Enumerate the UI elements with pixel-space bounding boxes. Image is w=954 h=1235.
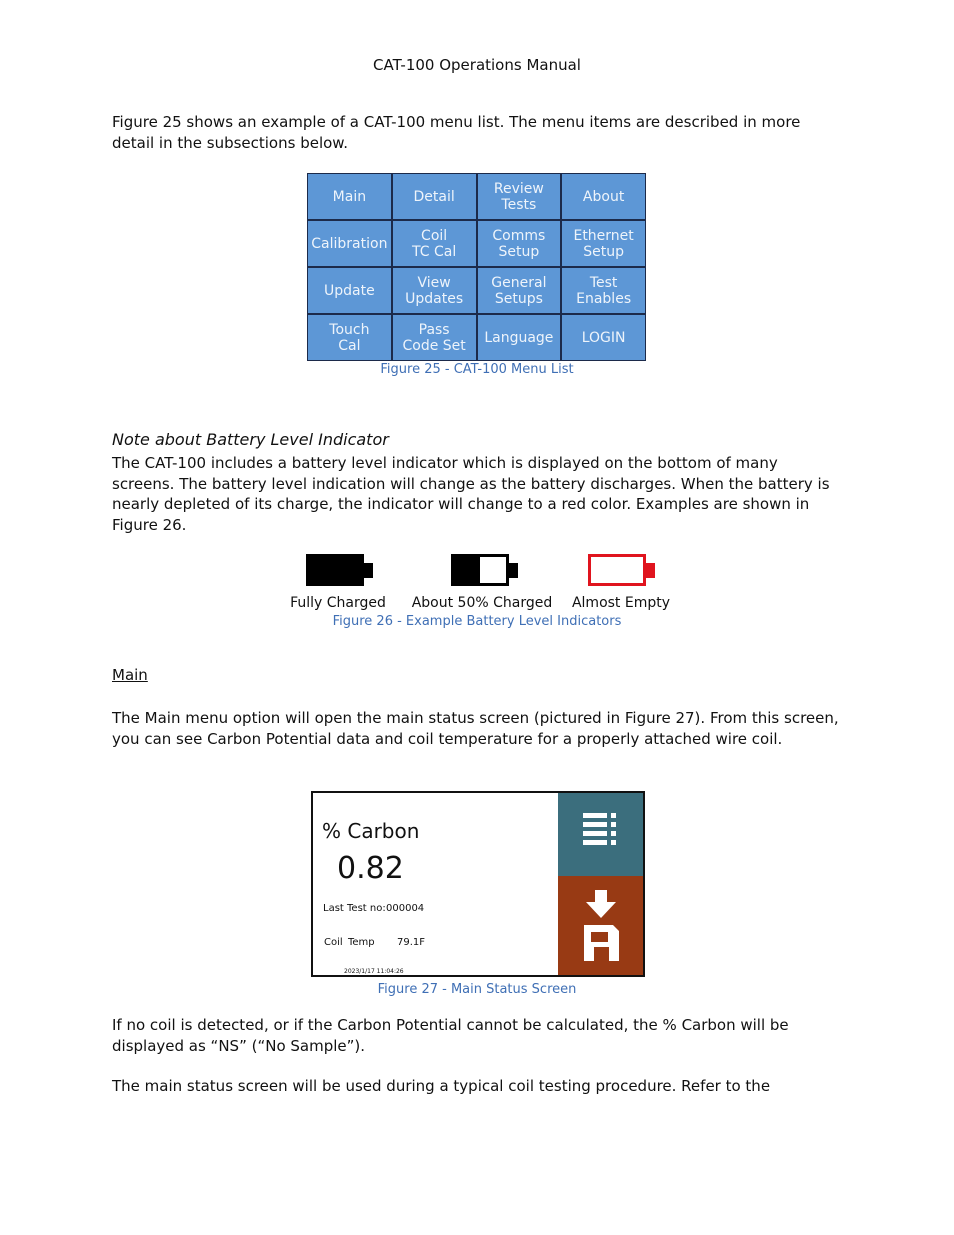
figure-27-caption: Figure 27 - Main Status Screen: [377, 982, 577, 997]
coil-label: Coil: [324, 937, 343, 948]
menu-list-figure: [307, 173, 646, 361]
carbon-value: 0.82: [337, 851, 404, 886]
procedure-paragraph: The main status screen will be used during a typical coil testing procedure. Refer to the: [112, 1077, 771, 1095]
menu-tile-view-updates[interactable]: View Updates: [393, 268, 476, 313]
menu-tile-detail[interactable]: Detail: [393, 174, 476, 219]
menu-button[interactable]: [558, 793, 645, 876]
menu-tile-update[interactable]: Update: [308, 268, 391, 313]
no-coil-paragraph: If no coil is detected, or if the Carbon Potential cannot be calculated, the % Carbon will be displayed as “NS” (“No Sample”).: [112, 1016, 789, 1055]
save-button[interactable]: [558, 876, 645, 977]
menu-tile-general-setups[interactable]: General Setups: [478, 268, 561, 313]
page-header: CAT-100 Operations Manual: [373, 56, 581, 74]
temp-value: 79.1F: [397, 937, 426, 948]
main-status-screen: [311, 791, 645, 977]
menu-tile-review-tests[interactable]: Review Tests: [478, 174, 561, 219]
main-section-paragraph: The Main menu option will open the main status screen (pictured in Figure 27). From this screen, you can see Carbon Potential data and coil temperature for a properly attached wire coil.: [112, 709, 839, 748]
battery-half-icon: [451, 554, 509, 586]
menu-tile-touch-cal[interactable]: Touch Cal: [308, 315, 391, 360]
battery-tip: [364, 563, 373, 578]
battery-fill: [454, 557, 480, 583]
menu-tile-pass-code-set[interactable]: Pass Code Set: [393, 315, 476, 360]
figure-26-caption: Figure 26 - Example Battery Level Indicators: [332, 614, 622, 629]
battery-empty-icon: [588, 554, 646, 586]
datetime-stamp: 2023/1/17 11:04:26: [344, 968, 404, 975]
menu-tile-coil-tc-cal[interactable]: Coil TC Cal: [393, 221, 476, 266]
download-save-icon: [558, 876, 645, 977]
battery-label-half: About 50% Charged: [411, 595, 553, 611]
menu-tile-login[interactable]: LOGIN: [562, 315, 645, 360]
last-test-value: 000004: [386, 903, 425, 914]
menu-tile-test-enables[interactable]: Test Enables: [562, 268, 645, 313]
carbon-title: % Carbon: [322, 819, 420, 843]
menu-list-icon: [558, 793, 645, 876]
figure-25-caption: Figure 25 - CAT-100 Menu List: [380, 362, 574, 377]
battery-full-icon: [306, 554, 364, 586]
menu-tile-main[interactable]: Main: [308, 174, 391, 219]
last-test-label: Last Test no:: [323, 903, 386, 914]
main-section-heading: Main: [112, 666, 148, 684]
battery-note-title: Note about Battery Level Indicator: [112, 430, 389, 449]
battery-label-full: Fully Charged: [290, 595, 386, 611]
menu-tile-about[interactable]: About: [562, 174, 645, 219]
battery-fill: [309, 557, 361, 583]
battery-tip: [509, 563, 518, 578]
temp-label: Temp: [348, 937, 375, 948]
battery-note-paragraph: The CAT-100 includes a battery level indicator which is displayed on the bottom of many screens. The battery level indication will change as the battery discharges. When the battery is nearly depleted of its charge, the indicator will change to a red color. Examples are shown in Figure 26.: [112, 454, 830, 535]
battery-tip: [646, 563, 655, 578]
battery-label-empty: Almost Empty: [571, 595, 671, 611]
menu-tile-calibration[interactable]: Calibration: [308, 221, 391, 266]
menu-tile-comms-setup[interactable]: Comms Setup: [478, 221, 561, 266]
menu-tile-language[interactable]: Language: [478, 315, 561, 360]
intro-paragraph: Figure 25 shows an example of a CAT-100 menu list. The menu items are described in more detail in the subsections below.: [112, 113, 801, 152]
menu-tile-ethernet-setup[interactable]: Ethernet Setup: [562, 221, 645, 266]
